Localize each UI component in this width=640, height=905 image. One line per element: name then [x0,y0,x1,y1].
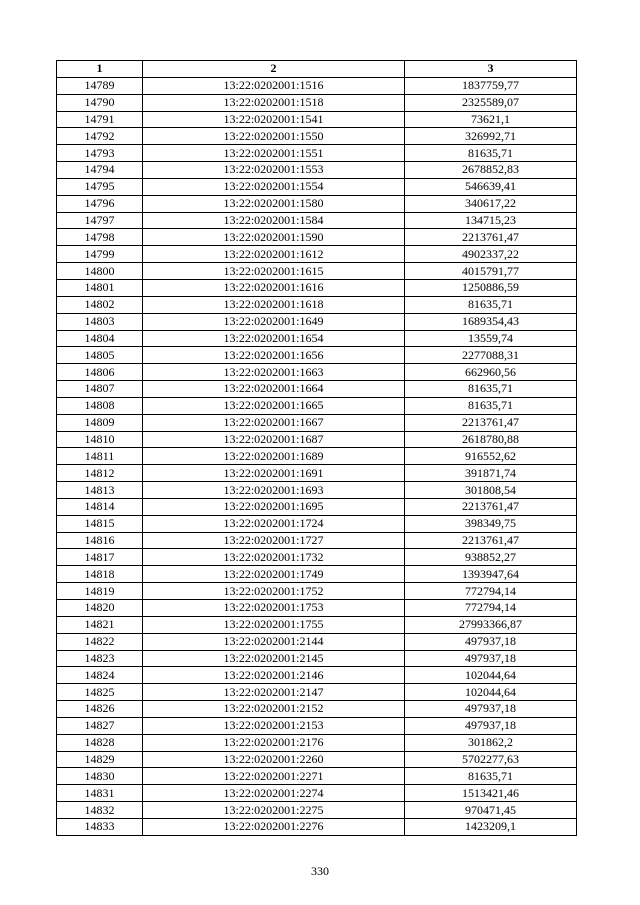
table-header [57,61,577,78]
value-cell: 301862,2 [405,734,577,751]
value-cell: 391871,74 [405,465,577,482]
table-row [57,549,577,566]
cadastral-number-cell: 13:22:0202001:1656 [143,347,405,364]
row-number-cell: 14828 [57,734,143,751]
row-number-cell: 14821 [57,616,143,633]
row-number-cell: 14795 [57,178,143,195]
cadastral-number-cell: 13:22:0202001:2274 [143,785,405,802]
cadastral-number-cell: 13:22:0202001:1550 [143,128,405,145]
value-cell: 73621,1 [405,111,577,128]
table-row [57,650,577,667]
value-cell: 27993366,87 [405,616,577,633]
value-cell: 2213761,47 [405,414,577,431]
row-number-cell: 14790 [57,94,143,111]
table-row [57,279,577,296]
table-row [57,667,577,684]
table-row [57,397,577,414]
table-row [57,94,577,111]
data-table [56,60,577,836]
row-number-cell: 14822 [57,633,143,650]
table-row [57,178,577,195]
row-number-cell: 14798 [57,229,143,246]
cadastral-number-cell: 13:22:0202001:2260 [143,751,405,768]
value-cell: 2618780,88 [405,431,577,448]
cadastral-number-cell: 13:22:0202001:2275 [143,802,405,819]
row-number-cell: 14810 [57,431,143,448]
value-cell: 2213761,47 [405,498,577,515]
column-header-2: 2 [143,61,405,78]
table-row [57,482,577,499]
value-cell: 497937,18 [405,633,577,650]
value-cell: 1250886,59 [405,279,577,296]
table-row [57,128,577,145]
value-cell: 301808,54 [405,482,577,499]
value-cell: 81635,71 [405,397,577,414]
table-row [57,313,577,330]
value-cell: 13559,74 [405,330,577,347]
value-cell: 5702277,63 [405,751,577,768]
cadastral-number-cell: 13:22:0202001:2146 [143,667,405,684]
row-number-cell: 14808 [57,397,143,414]
table-row [57,381,577,398]
cadastral-number-cell: 13:22:0202001:1654 [143,330,405,347]
cadastral-number-cell: 13:22:0202001:2152 [143,701,405,718]
table-row [57,583,577,600]
cadastral-number-cell: 13:22:0202001:1590 [143,229,405,246]
value-cell: 970471,45 [405,802,577,819]
row-number-cell: 14800 [57,263,143,280]
row-number-cell: 14811 [57,448,143,465]
cadastral-number-cell: 13:22:0202001:1695 [143,498,405,515]
value-cell: 772794,14 [405,583,577,600]
row-number-cell: 14792 [57,128,143,145]
cadastral-number-cell: 13:22:0202001:1691 [143,465,405,482]
row-number-cell: 14816 [57,532,143,549]
table-row [57,751,577,768]
table-row [57,498,577,515]
cadastral-number-cell: 13:22:0202001:1724 [143,515,405,532]
row-number-cell: 14802 [57,296,143,313]
row-number-cell: 14831 [57,785,143,802]
row-number-cell: 14830 [57,768,143,785]
table-row [57,616,577,633]
row-number-cell: 14806 [57,364,143,381]
cadastral-number-cell: 13:22:0202001:1615 [143,263,405,280]
row-number-cell: 14793 [57,145,143,162]
cadastral-number-cell: 13:22:0202001:1584 [143,212,405,229]
table-row [57,229,577,246]
table-row [57,734,577,751]
value-cell: 102044,64 [405,684,577,701]
row-number-cell: 14807 [57,381,143,398]
page-number: 330 [311,864,329,878]
table-row [57,414,577,431]
cadastral-number-cell: 13:22:0202001:2276 [143,818,405,835]
value-cell: 2277088,31 [405,347,577,364]
column-header-1: 1 [57,61,143,78]
row-number-cell: 14817 [57,549,143,566]
cadastral-number-cell: 13:22:0202001:1665 [143,397,405,414]
table-row [57,701,577,718]
table-row [57,212,577,229]
table-row [57,296,577,313]
row-number-cell: 14797 [57,212,143,229]
row-number-cell: 14801 [57,279,143,296]
value-cell: 2213761,47 [405,229,577,246]
table-row [57,111,577,128]
table-body [57,77,577,835]
value-cell: 1513421,46 [405,785,577,802]
value-cell: 916552,62 [405,448,577,465]
row-number-cell: 14820 [57,600,143,617]
cadastral-number-cell: 13:22:0202001:2144 [143,633,405,650]
cadastral-number-cell: 13:22:0202001:1689 [143,448,405,465]
cadastral-number-cell: 13:22:0202001:1693 [143,482,405,499]
value-cell: 134715,23 [405,212,577,229]
cadastral-number-cell: 13:22:0202001:1752 [143,583,405,600]
value-cell: 2213761,47 [405,532,577,549]
data-table-container [56,60,576,836]
value-cell: 398349,75 [405,515,577,532]
cadastral-number-cell: 13:22:0202001:2176 [143,734,405,751]
table-row [57,633,577,650]
table-row [57,195,577,212]
row-number-cell: 14804 [57,330,143,347]
value-cell: 1837759,77 [405,77,577,94]
value-cell: 4015791,77 [405,263,577,280]
table-row [57,818,577,835]
value-cell: 81635,71 [405,381,577,398]
row-number-cell: 14791 [57,111,143,128]
table-row [57,431,577,448]
table-row [57,162,577,179]
row-number-cell: 14813 [57,482,143,499]
row-number-cell: 14824 [57,667,143,684]
cadastral-number-cell: 13:22:0202001:1664 [143,381,405,398]
table-row [57,566,577,583]
value-cell: 662960,56 [405,364,577,381]
cadastral-number-cell: 13:22:0202001:1518 [143,94,405,111]
value-cell: 4902337,22 [405,246,577,263]
cadastral-number-cell: 13:22:0202001:1687 [143,431,405,448]
cadastral-number-cell: 13:22:0202001:1612 [143,246,405,263]
value-cell: 326992,71 [405,128,577,145]
value-cell: 1423209,1 [405,818,577,835]
cadastral-number-cell: 13:22:0202001:1667 [143,414,405,431]
table-row [57,364,577,381]
cadastral-number-cell: 13:22:0202001:1553 [143,162,405,179]
row-number-cell: 14805 [57,347,143,364]
row-number-cell: 14819 [57,583,143,600]
cadastral-number-cell: 13:22:0202001:1616 [143,279,405,296]
cadastral-number-cell: 13:22:0202001:2147 [143,684,405,701]
cadastral-number-cell: 13:22:0202001:1663 [143,364,405,381]
value-cell: 81635,71 [405,145,577,162]
table-row [57,684,577,701]
value-cell: 546639,41 [405,178,577,195]
table-row [57,465,577,482]
cadastral-number-cell: 13:22:0202001:2145 [143,650,405,667]
value-cell: 102044,64 [405,667,577,684]
row-number-cell: 14809 [57,414,143,431]
table-row [57,717,577,734]
cadastral-number-cell: 13:22:0202001:1649 [143,313,405,330]
row-number-cell: 14812 [57,465,143,482]
value-cell: 497937,18 [405,701,577,718]
value-cell: 81635,71 [405,768,577,785]
row-number-cell: 14829 [57,751,143,768]
row-number-cell: 14827 [57,717,143,734]
value-cell: 938852,27 [405,549,577,566]
value-cell: 81635,71 [405,296,577,313]
row-number-cell: 14825 [57,684,143,701]
cadastral-number-cell: 13:22:0202001:1551 [143,145,405,162]
value-cell: 497937,18 [405,717,577,734]
cadastral-number-cell: 13:22:0202001:1541 [143,111,405,128]
row-number-cell: 14814 [57,498,143,515]
cadastral-number-cell: 13:22:0202001:1618 [143,296,405,313]
table-row [57,263,577,280]
table-row [57,768,577,785]
cadastral-number-cell: 13:22:0202001:1727 [143,532,405,549]
value-cell: 772794,14 [405,600,577,617]
table-row [57,77,577,94]
row-number-cell: 14823 [57,650,143,667]
row-number-cell: 14789 [57,77,143,94]
value-cell: 2325589,07 [405,94,577,111]
table-row [57,532,577,549]
row-number-cell: 14803 [57,313,143,330]
table-row [57,448,577,465]
row-number-cell: 14796 [57,195,143,212]
cadastral-number-cell: 13:22:0202001:1755 [143,616,405,633]
table-row [57,802,577,819]
row-number-cell: 14832 [57,802,143,819]
row-number-cell: 14833 [57,818,143,835]
table-row [57,246,577,263]
table-row [57,785,577,802]
cadastral-number-cell: 13:22:0202001:2153 [143,717,405,734]
row-number-cell: 14826 [57,701,143,718]
header-row [57,61,577,78]
cadastral-number-cell: 13:22:0202001:1749 [143,566,405,583]
value-cell: 1689354,43 [405,313,577,330]
table-row [57,330,577,347]
table-row [57,515,577,532]
value-cell: 1393947,64 [405,566,577,583]
cadastral-number-cell: 13:22:0202001:1753 [143,600,405,617]
table-row [57,600,577,617]
value-cell: 2678852,83 [405,162,577,179]
row-number-cell: 14815 [57,515,143,532]
column-header-3: 3 [405,61,577,78]
value-cell: 497937,18 [405,650,577,667]
cadastral-number-cell: 13:22:0202001:1516 [143,77,405,94]
row-number-cell: 14799 [57,246,143,263]
table-row [57,347,577,364]
cadastral-number-cell: 13:22:0202001:1732 [143,549,405,566]
cadastral-number-cell: 13:22:0202001:1554 [143,178,405,195]
row-number-cell: 14794 [57,162,143,179]
cadastral-number-cell: 13:22:0202001:1580 [143,195,405,212]
value-cell: 340617,22 [405,195,577,212]
table-row [57,145,577,162]
cadastral-number-cell: 13:22:0202001:2271 [143,768,405,785]
row-number-cell: 14818 [57,566,143,583]
